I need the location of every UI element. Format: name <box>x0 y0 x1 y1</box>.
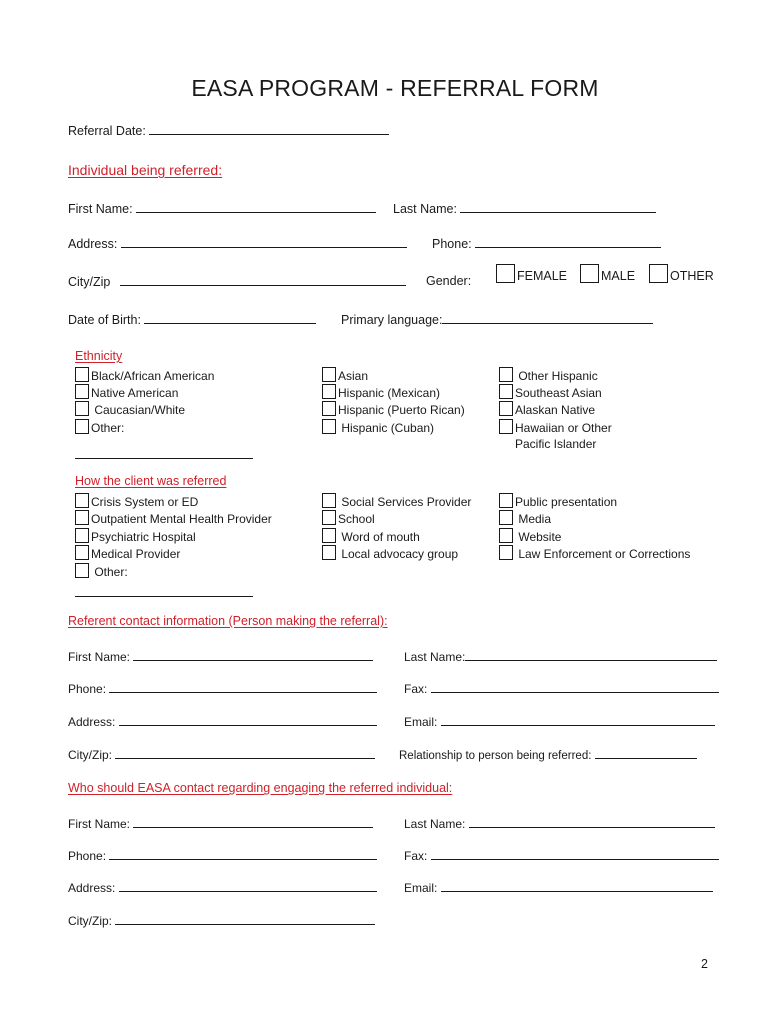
checkbox[interactable] <box>322 528 336 543</box>
ethnicity-option[interactable] <box>75 367 214 384</box>
referral-source-heading: How the client was referred <box>75 474 227 488</box>
phone-field[interactable] <box>475 235 661 248</box>
referral-option[interactable] <box>499 510 551 527</box>
referent-city-zip-label: City/Zip: <box>68 748 113 762</box>
contact-address-row <box>68 879 377 896</box>
referral-other-field[interactable] <box>75 584 253 597</box>
referral-option[interactable] <box>75 545 180 562</box>
referral-label: Local advocacy group <box>338 547 459 561</box>
checkbox[interactable] <box>75 510 89 525</box>
checkbox[interactable] <box>322 545 336 560</box>
checkbox[interactable] <box>322 401 336 416</box>
referent-last-name-label: Last Name: <box>404 650 466 664</box>
referent-city-zip-row <box>68 746 375 763</box>
ethnicity-other-field[interactable] <box>75 446 253 459</box>
city-zip-field[interactable] <box>120 273 406 286</box>
referent-email-row <box>404 713 715 730</box>
referral-label: Other: <box>91 565 128 579</box>
contact-heading: Who should EASA contact regarding engaging the referred individual: <box>68 781 453 795</box>
ethnicity-label: Black/African American <box>91 369 215 383</box>
contact-last-name-label: Last Name: <box>404 817 466 831</box>
contact-city-zip-label: City/Zip: <box>68 914 113 928</box>
ethnicity-option[interactable] <box>75 401 185 418</box>
checkbox[interactable] <box>499 384 513 399</box>
contact-fax-field[interactable] <box>431 847 719 860</box>
referent-address-label: Address: <box>68 715 116 729</box>
ethnicity-label: Native American <box>91 386 179 400</box>
ethnicity-label: Hispanic (Mexican) <box>338 386 441 400</box>
checkbox[interactable] <box>75 401 89 416</box>
city-zip-label: City/Zip <box>68 275 111 289</box>
referral-label: Medical Provider <box>91 547 181 561</box>
ethnicity-option[interactable] <box>322 419 434 436</box>
contact-fax-row <box>404 847 719 864</box>
contact-phone-row <box>68 847 377 864</box>
checkbox[interactable] <box>499 493 513 508</box>
referent-email-field[interactable] <box>441 713 715 726</box>
referral-label: Word of mouth <box>338 530 420 544</box>
checkbox[interactable] <box>75 419 89 434</box>
referral-option[interactable] <box>322 545 458 562</box>
referent-first-name-field[interactable] <box>133 648 373 661</box>
ethnicity-option[interactable] <box>499 367 598 384</box>
individual-phone-row <box>432 235 661 252</box>
referral-label: Social Services Provider <box>338 495 472 509</box>
checkbox[interactable] <box>499 419 513 434</box>
referral-label: Media <box>515 512 552 526</box>
contact-email-label: Email: <box>404 881 438 895</box>
referral-label: School <box>338 512 375 526</box>
referral-option[interactable] <box>322 528 420 545</box>
contact-last-name-field[interactable] <box>469 815 715 828</box>
referral-option[interactable] <box>499 493 617 510</box>
referent-relationship-row <box>399 746 697 763</box>
referral-label: Public presentation <box>515 495 618 509</box>
first-name-field[interactable] <box>136 200 376 213</box>
language-label: Primary language: <box>341 313 443 327</box>
referral-date-field[interactable] <box>149 122 389 135</box>
checkbox[interactable] <box>322 384 336 399</box>
contact-phone-label: Phone: <box>68 849 107 863</box>
individual-city-zip-row <box>68 273 406 290</box>
ethnicity-label: Hawaiian or Other <box>515 421 612 435</box>
referent-phone-label: Phone: <box>68 682 107 696</box>
checkbox[interactable] <box>75 528 89 543</box>
referent-address-field[interactable] <box>119 713 377 726</box>
ethnicity-label: Hispanic (Puerto Rican) <box>338 403 465 417</box>
checkbox[interactable] <box>75 563 89 578</box>
contact-last-name-row <box>404 815 715 832</box>
referral-date-label: Referral Date: <box>68 124 146 138</box>
individual-address-row <box>68 235 407 252</box>
checkbox[interactable] <box>322 493 336 508</box>
ethnicity-option[interactable] <box>322 384 440 401</box>
ethnicity-label-continued: Pacific Islander <box>515 437 597 451</box>
gender-label: Gender: <box>426 274 472 288</box>
checkbox[interactable] <box>499 401 513 416</box>
ethnicity-option[interactable] <box>499 419 612 436</box>
gender-other-option[interactable] <box>649 264 714 288</box>
checkbox[interactable] <box>322 510 336 525</box>
contact-address-label: Address: <box>68 881 116 895</box>
contact-city-zip-row <box>68 912 375 929</box>
individual-language-row <box>341 311 653 328</box>
dob-label: Date of Birth: <box>68 313 141 327</box>
ethnicity-option[interactable] <box>499 384 602 401</box>
checkbox[interactable] <box>499 367 513 382</box>
referent-email-label: Email: <box>404 715 438 729</box>
referent-city-zip-field[interactable] <box>115 746 375 759</box>
referral-label: Psychiatric Hospital <box>91 530 196 544</box>
referral-option[interactable] <box>322 510 375 527</box>
gender-male-option[interactable] <box>580 264 635 288</box>
ethnicity-option[interactable] <box>75 419 124 436</box>
referent-last-name-row <box>404 648 717 665</box>
ethnicity-label: Asian <box>338 369 369 383</box>
page-number: 2 <box>701 957 708 971</box>
last-name-field[interactable] <box>460 200 656 213</box>
contact-email-row <box>404 879 713 896</box>
referent-relationship-label: Relationship to person being referred: <box>399 750 592 762</box>
checkbox[interactable] <box>75 384 89 399</box>
ethnicity-option[interactable] <box>322 367 368 384</box>
referent-fax-label: Fax: <box>404 682 428 696</box>
gender-female-option[interactable] <box>496 264 567 288</box>
ethnicity-label: Southeast Asian <box>515 386 602 400</box>
gender-male-checkbox[interactable] <box>580 264 599 283</box>
referral-label: Crisis System or ED <box>91 495 199 509</box>
ethnicity-option[interactable] <box>322 401 465 418</box>
dob-field[interactable] <box>144 311 316 324</box>
ethnicity-label: Other Hispanic <box>515 369 598 383</box>
referent-fax-row <box>404 680 719 697</box>
ethnicity-option[interactable] <box>499 401 595 418</box>
checkbox[interactable] <box>322 419 336 434</box>
phone-label: Phone: <box>432 237 472 251</box>
gender-other-label: OTHER <box>670 269 714 283</box>
contact-fax-label: Fax: <box>404 849 428 863</box>
referral-label: Outpatient Mental Health Provider <box>91 512 272 526</box>
checkbox[interactable] <box>499 545 513 560</box>
referral-option[interactable] <box>499 545 690 562</box>
address-field[interactable] <box>121 235 407 248</box>
contact-email-field[interactable] <box>441 879 713 892</box>
ethnicity-label: Hispanic (Cuban) <box>338 421 435 435</box>
referent-heading: Referent contact information (Person making the referral): <box>68 614 388 628</box>
referral-date-row <box>68 122 389 139</box>
contact-first-name-label: First Name: <box>68 817 131 831</box>
referral-option[interactable] <box>75 528 196 545</box>
form-title: EASA PROGRAM - REFERRAL FORM <box>191 75 599 101</box>
ethnicity-heading: Ethnicity <box>75 349 123 363</box>
referent-first-name-row <box>68 648 373 665</box>
referral-option[interactable] <box>75 510 272 527</box>
contact-first-name-row <box>68 815 373 832</box>
checkbox[interactable] <box>75 367 89 382</box>
referent-phone-field[interactable] <box>109 680 377 693</box>
referent-address-row <box>68 713 377 730</box>
address-label: Address: <box>68 237 118 251</box>
referral-label: Website <box>515 530 562 544</box>
language-field[interactable] <box>442 311 653 324</box>
contact-first-name-field[interactable] <box>133 815 373 828</box>
checkbox[interactable] <box>322 367 336 382</box>
individual-last-name-row <box>393 200 656 217</box>
gender-female-checkbox[interactable] <box>496 264 515 283</box>
referral-label: Law Enforcement or Corrections <box>515 547 691 561</box>
ethnicity-label: Alaskan Native <box>515 403 596 417</box>
referral-option[interactable] <box>499 528 561 545</box>
gender-other-checkbox[interactable] <box>649 264 668 283</box>
ethnicity-label: Caucasian/White <box>91 403 186 417</box>
individual-dob-row <box>68 311 316 328</box>
checkbox[interactable] <box>75 545 89 560</box>
first-name-label: First Name: <box>68 202 133 216</box>
checkbox[interactable] <box>499 528 513 543</box>
referent-last-name-field[interactable] <box>465 648 717 661</box>
contact-phone-field[interactable] <box>109 847 377 860</box>
referral-option[interactable] <box>75 563 128 580</box>
referent-fax-field[interactable] <box>431 680 719 693</box>
referent-phone-row <box>68 680 377 697</box>
contact-city-zip-field[interactable] <box>115 912 375 925</box>
referral-option[interactable] <box>322 493 471 510</box>
checkbox[interactable] <box>75 493 89 508</box>
gender-female-label: FEMALE <box>517 269 568 283</box>
referral-option[interactable] <box>75 493 198 510</box>
checkbox[interactable] <box>499 510 513 525</box>
individual-heading: Individual being referred: <box>68 162 223 178</box>
gender-male-label: MALE <box>601 269 636 283</box>
referent-relationship-field[interactable] <box>595 746 697 759</box>
last-name-label: Last Name: <box>393 202 457 216</box>
ethnicity-option[interactable] <box>75 384 178 401</box>
contact-address-field[interactable] <box>119 879 377 892</box>
ethnicity-label: Other: <box>91 421 125 435</box>
referent-first-name-label: First Name: <box>68 650 131 664</box>
individual-first-name-row <box>68 200 376 217</box>
